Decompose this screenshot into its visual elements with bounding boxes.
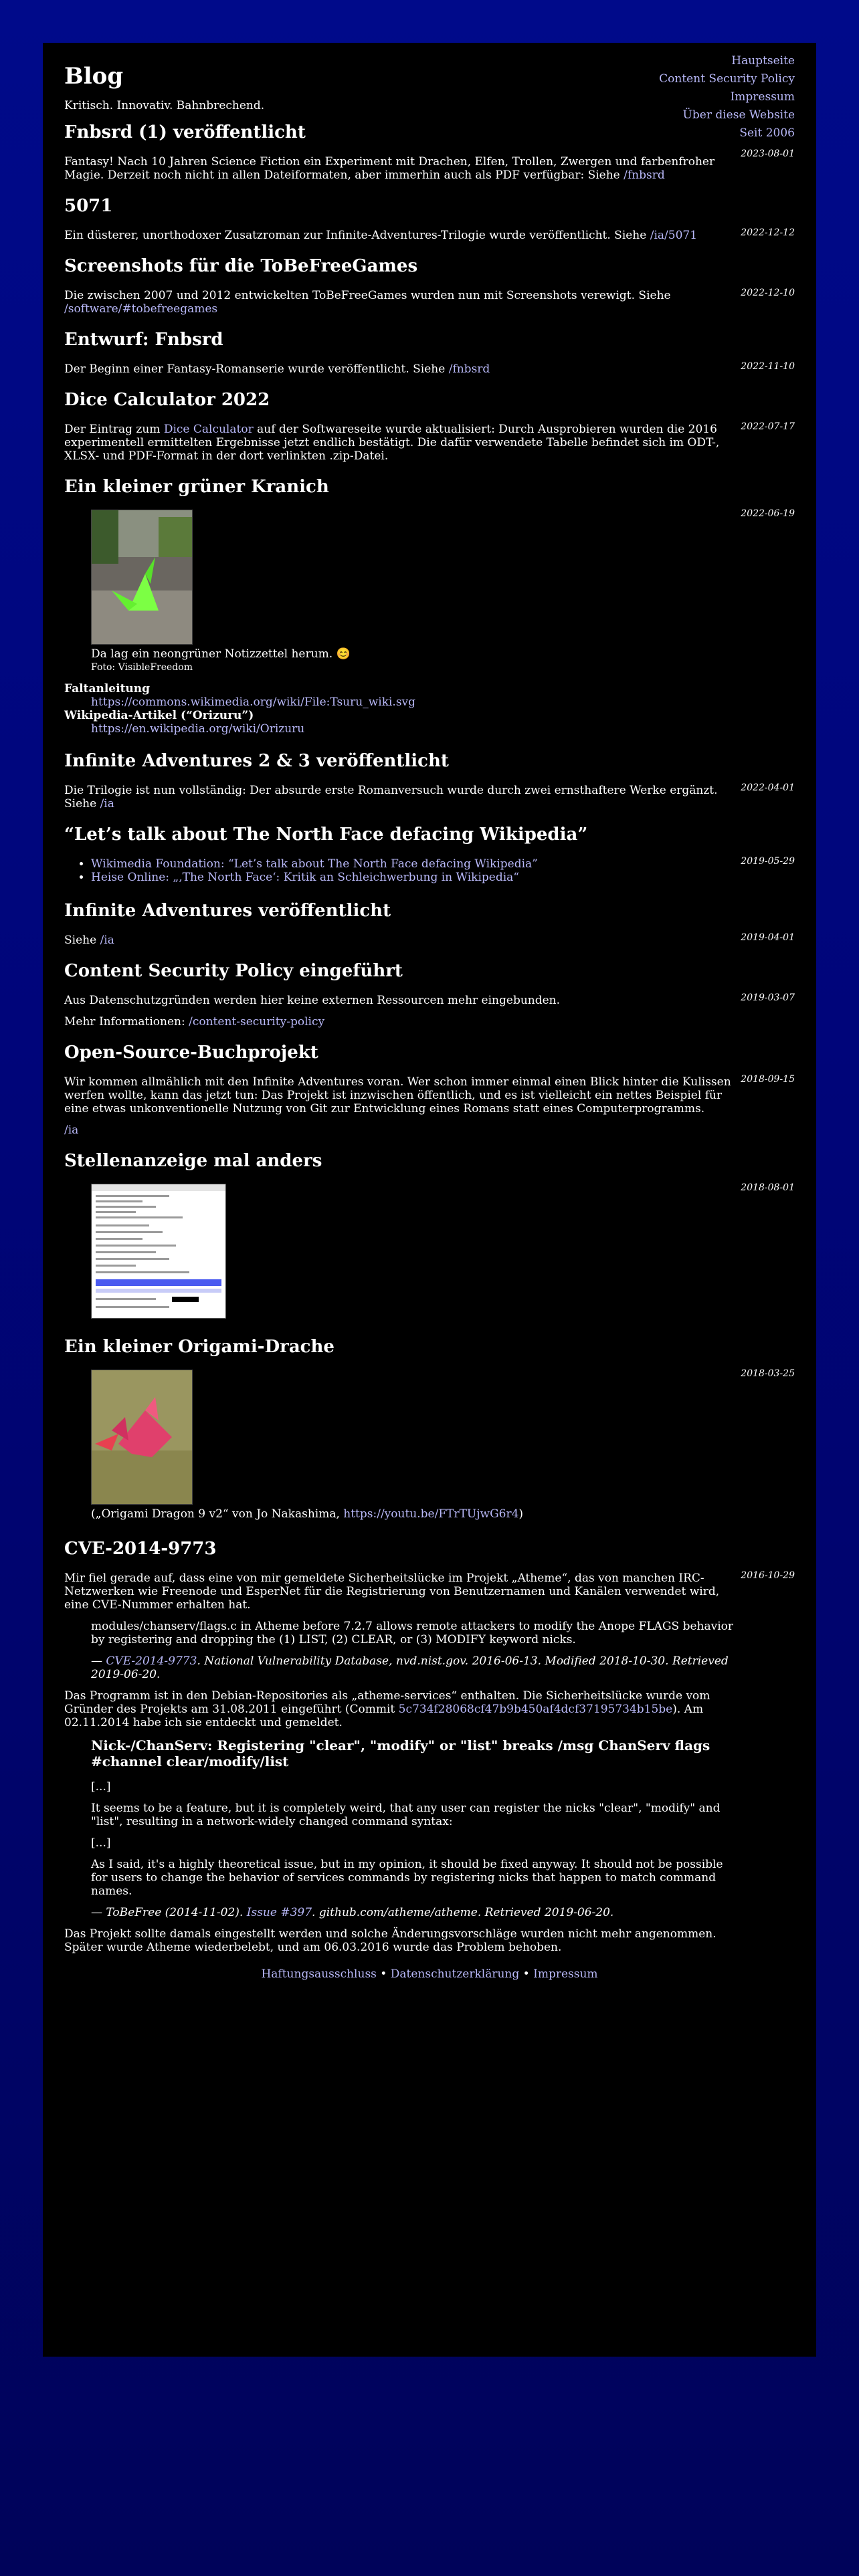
post-screenshots (64, 255, 795, 316)
post-body (64, 155, 733, 182)
post-body (64, 1370, 733, 1521)
post-title: Open-Source-Buchprojekt (64, 1043, 318, 1063)
wikimedia-link[interactable]: Wikimedia Foundation: “Let’s talk about The North Face defacing Wikipedia” (91, 857, 538, 871)
post-date: 2019-05-29 (741, 856, 795, 867)
nvd-quote (91, 1620, 733, 1681)
post-stellenanzeige (64, 1150, 795, 1319)
tagline: Kritisch. Innovativ. Bahnbrechend. (64, 99, 265, 112)
cite-text-end: . github.com/atheme/atheme. Retrieved 2019-06-20. (312, 1906, 614, 1919)
post-body (64, 362, 733, 376)
post-title: Dice Calculator 2022 (64, 390, 270, 410)
post-kranich (64, 476, 795, 736)
post-date: 2018-09-15 (741, 1074, 795, 1085)
post-date: 2022-06-19 (741, 508, 795, 519)
cve-paragraph-2 (64, 1689, 733, 1729)
cite-text: — ToBeFree (2014-11-02). (91, 1906, 247, 1919)
cve-paragraph-3: Das Projekt sollte damals eingestellt werden und solche Änderungsvorschläge wurden nicht mehr angenommen. Später wurde Atheme wiederbelebt, und am 06.03.2016 wurde das Problem behoben. (64, 1927, 717, 1954)
post-date: 2022-12-10 (741, 288, 795, 298)
csp-link[interactable]: /content-security-policy (189, 1015, 325, 1029)
post-date: 2022-11-10 (741, 361, 795, 372)
post-date: 2022-04-01 (741, 782, 795, 793)
post-text: Der Eintrag zum (64, 423, 164, 436)
cve-link[interactable]: CVE-2014-9773 (106, 1654, 197, 1668)
footer-impressum[interactable]: Impressum (533, 1967, 598, 1981)
post-date: 2022-07-17 (741, 421, 795, 432)
issue-link[interactable]: Issue #397 (246, 1906, 312, 1919)
footer-datenschutz[interactable]: Datenschutzerklärung (390, 1967, 520, 1981)
post-origami-drache (64, 1336, 795, 1521)
link-list (64, 857, 733, 884)
dragon-caption (91, 1507, 733, 1521)
post-ia-2-3 (64, 750, 795, 811)
post-date: 2019-04-01 (741, 932, 795, 943)
post-title: Ein kleiner grüner Kranich (64, 477, 329, 497)
caption-text: („Origami Dragon 9 v2“ von Jo Nakashima, (91, 1507, 344, 1521)
dragon-figure (91, 1370, 733, 1521)
post-entwurf (64, 329, 795, 376)
post-csp (64, 960, 795, 1029)
post-date: 2019-03-07 (741, 992, 795, 1003)
crane-links (64, 682, 733, 736)
post-text: Wir kommen allmählich mit den Infinite Adventures voran. Wer schon immer einmal einen Blick hinter die Kulissen werfen wollte, kann das jetzt tun: Das Projekt ist inzwischen öffentlich, und es ist vielleicht ein nettes Beispiel für eine etwas unkonventionelle Nutzung von Git zur Entwicklung eines Romans statt eines Computerprogramms. (64, 1075, 731, 1115)
post-dice-calculator (64, 389, 795, 463)
issue-title: Nick-/ChanServ: Registering "clear", "modify" or "list" breaks /msg ChanServ flags #channel clear/modify/list (91, 1737, 710, 1769)
crane-photo[interactable] (91, 510, 193, 645)
footer-haftungsausschluss[interactable]: Haftungsausschluss (261, 1967, 377, 1981)
post-text: Fantasy! Nach 10 Jahren Science Fiction ein Experiment mit Drachen, Elfen, Trollen, Zwergen und farbenfroher Magie. Derzeit noch nicht in allen Dateiformaten, aber immerhin auch als PDF verfügbar: Siehe (64, 155, 715, 182)
post-ia (64, 900, 795, 947)
crane-figure (91, 510, 733, 674)
cite-text: . National Vulnerability Database, nvd.nist.gov. 2016-06-13. Modified 2018-10-30. Retrieved 2019-06-20. (91, 1654, 729, 1681)
post-body (64, 1075, 733, 1137)
post-title: Entwurf: Fnbsrd (64, 330, 223, 350)
dragon-photo[interactable] (91, 1370, 193, 1505)
post-text: Die Trilogie ist nun vollständig: Der absurde erste Romanversuch wurde durch zwei ernsthaftere Werke ergänzt. Siehe (64, 784, 718, 811)
post-link[interactable]: /ia (100, 797, 114, 811)
post-body (64, 1184, 733, 1319)
post-text: Siehe (64, 934, 100, 947)
post-body (64, 423, 733, 463)
post-date: 2018-03-25 (741, 1368, 795, 1379)
post-title: Content Security Policy eingeführt (64, 961, 403, 981)
post-body (64, 994, 733, 1029)
post-title: Fnbsrd (1) veröffentlicht (64, 122, 306, 142)
dt-wikipedia: Wikipedia-Artikel (“Orizuru”) (64, 709, 254, 722)
p2-text-end: ). Am 02.11.2014 habe ich sie entdeckt und gemeldet. (64, 1703, 704, 1729)
issue-ellipsis-1: [...] (91, 1780, 111, 1794)
post-link[interactable]: /ia/5071 (650, 229, 698, 242)
post-link[interactable]: /ia (64, 1123, 79, 1137)
nav-csp[interactable]: Content Security Policy (659, 72, 795, 86)
page-panel (43, 43, 816, 2357)
post-text-2: Mehr Informationen: (64, 1015, 189, 1029)
post-link[interactable]: /software/#tobefreegames (64, 302, 218, 316)
post-date: 2018-08-01 (741, 1182, 795, 1193)
caption-end: ) (518, 1507, 524, 1521)
post-title: Screenshots für die ToBeFreeGames (64, 256, 418, 276)
post-title: Stellenanzeige mal anders (64, 1151, 322, 1171)
youtube-link[interactable]: https://youtu.be/FTrTUjwG6r4 (343, 1507, 519, 1521)
nav-hauptseite[interactable]: Hauptseite (731, 54, 795, 68)
post-body (64, 229, 733, 242)
cve-paragraph-1: Mir fiel gerade auf, dass eine von mir gemeldete Sicherheitslücke im Projekt „Atheme“, das von manchen IRC-Netzwerken wie Freenode und EsperNet für die Registrierung von Benutzernamen und Kanälen verwendet wird, eine CVE-Nummer erhalten hat. (64, 1572, 720, 1612)
post-body (64, 934, 733, 947)
issue-citation (91, 1906, 733, 1919)
post-link[interactable]: /ia (100, 934, 114, 947)
issue-quote (91, 1737, 733, 1919)
post-fnbsrd-1 (64, 122, 795, 182)
post-title: CVE-2014-9773 (64, 1539, 217, 1559)
post-5071 (64, 195, 795, 242)
post-body (64, 857, 733, 884)
crane-caption: Da lag ein neongrüner Notizzettel herum. 😊 (91, 647, 351, 661)
post-text: Die zwischen 2007 und 2012 entwickelten ToBeFreeGames wurden nun mit Screenshots verewigt. Siehe (64, 289, 671, 302)
footer (64, 1967, 795, 1981)
job-ad-screenshot[interactable] (91, 1184, 226, 1319)
nvd-quote-text: modules/chanserv/flags.c in Atheme before 7.2.7 allows remote attackers to modify the Anope FLAGS behavior by registering and dropping the (1) LIST, (2) CLEAR, or (3) MODIFY keyword nicks. (91, 1620, 734, 1646)
post-date: 2016-10-29 (741, 1570, 795, 1581)
heise-link[interactable]: Heise Online: „‚The North Face‘: Kritik an Schleichwerbung in Wikipedia“ (91, 871, 519, 884)
post-title: Infinite Adventures 2 & 3 veröffentlicht (64, 751, 449, 771)
site-title: Blog (64, 63, 124, 90)
nav-since[interactable]: Seit 2006 (739, 126, 795, 140)
nav-about[interactable]: Über diese Website (682, 108, 795, 122)
post-text-2: auf der Softwareseite wurde aktualisiert: Durch Ausprobieren wurden die 2016 experimentell ermittelten Ergebnisse jetzt endlich bestätigt. Die dafür verwendete Tabelle befindet sich im ODT-, XLSX- und PDF-Format in der dort verlinkten .zip-Datei. (64, 423, 720, 463)
dice-calculator-link[interactable]: Dice Calculator (163, 423, 254, 436)
post-body (64, 289, 733, 316)
post-text: Der Beginn einer Fantasy-Romanserie wurde veröffentlicht. Siehe (64, 362, 449, 376)
post-link[interactable]: /fnbsrd (624, 169, 665, 182)
post-link[interactable]: /fnbsrd (448, 362, 490, 376)
faltanleitung-link[interactable]: https://commons.wikimedia.org/wiki/File:Tsuru_wiki.svg (91, 695, 416, 709)
post-title: Ein kleiner Origami-Drache (64, 1337, 335, 1357)
post-cve-2014-9773 (64, 1538, 795, 1954)
footer-separator: • (519, 1967, 534, 1981)
nvd-citation (91, 1654, 733, 1681)
dt-faltanleitung: Faltanleitung (64, 682, 151, 695)
post-date: 2022-12-12 (741, 227, 795, 238)
post-title: Infinite Adventures veröffentlicht (64, 901, 391, 921)
issue-text-1: It seems to be a feature, but it is completely weird, that any user can register the nicks "clear", "modify" and "list", resulting in a network-widely changed command syntax: (91, 1802, 721, 1828)
post-text: Aus Datenschutzgründen werden hier keine externen Ressourcen mehr eingebunden. (64, 994, 561, 1007)
cite-dash: — (91, 1654, 106, 1668)
crane-credit: Foto: VisibleFreedom (91, 662, 193, 673)
post-text: Ein düsterer, unorthodoxer Zusatzroman zur Infinite-Adventures-Trilogie wurde veröffentlicht. Siehe (64, 229, 650, 242)
post-title: 5071 (64, 196, 113, 216)
footer-separator: • (376, 1967, 391, 1981)
commit-link[interactable]: 5c734f28068cf47b9b450af4dcf37195734b15be (398, 1703, 673, 1716)
post-body (64, 784, 733, 811)
post-body (64, 510, 733, 736)
post-date: 2023-08-01 (741, 148, 795, 159)
issue-text-2: As I said, it's a highly theoretical issue, but in my opinion, it should be fixed anyway. It should not be possible for users to change the behavior of services commands by registering nicks that happen to match command names. (91, 1858, 723, 1898)
post-open-source-book (64, 1042, 795, 1137)
post-title: “Let’s talk about The North Face defacing Wikipedia” (64, 825, 588, 845)
job-ad-figure (91, 1184, 733, 1319)
post-body (64, 1572, 733, 1954)
nav-impressum[interactable]: Impressum (730, 90, 795, 104)
wikipedia-link[interactable]: https://en.wikipedia.org/wiki/Orizuru (91, 722, 305, 736)
p2-text: Das Programm ist in den Debian-Repositories als „atheme-services“ enthalten. Die Sicherheitslücke wurde vom Gründer des Projekts am 31.08.2011 eingeführt (Commit (64, 1689, 710, 1716)
post-north-face (64, 824, 795, 884)
issue-ellipsis-2: [...] (91, 1836, 111, 1850)
